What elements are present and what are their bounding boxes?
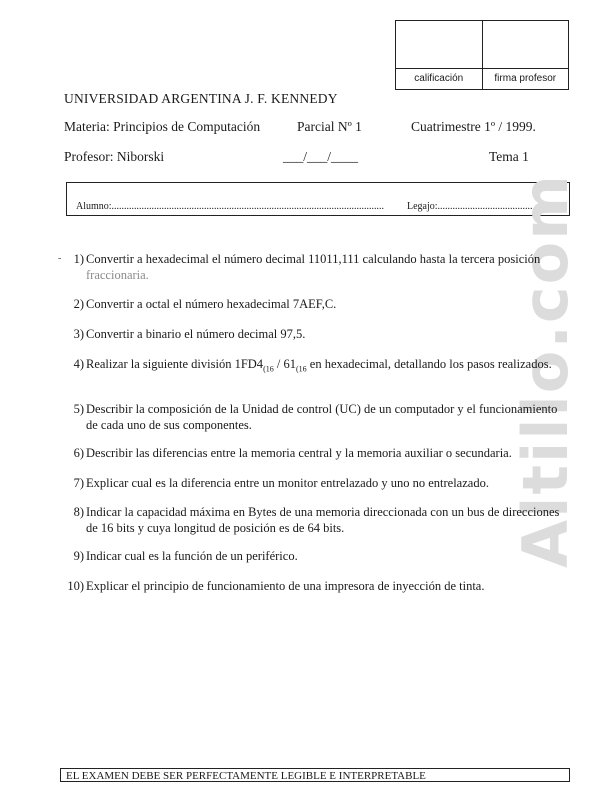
question-7 — [64, 475, 564, 491]
exam-number: Parcial Nº 1 — [297, 119, 362, 134]
question-10 — [64, 578, 564, 594]
signature-caption: firma profesor — [483, 68, 569, 89]
grade-caption: calificación — [396, 68, 482, 89]
question-text-faded: fraccionaria. — [86, 268, 149, 282]
question-text-b: / 61 — [273, 357, 296, 371]
question-3 — [64, 326, 564, 342]
question-text: Explicar cual es la diferencia entre un monitor entrelazado y uno no entrelazado. — [86, 476, 489, 490]
question-number: 6) — [73, 446, 84, 460]
question-number: 9) — [73, 549, 84, 563]
question-text — [86, 251, 564, 283]
question-text: Explicar el principio de funcionamiento de una impresora de inyección de tinta. — [86, 579, 485, 593]
university-name: UNIVERSIDAD ARGENTINA J. F. KENNEDY — [64, 91, 338, 106]
student-box — [66, 182, 570, 216]
question-text: Indicar la capacidad máxima en Bytes de una memoria direccionada con un bus de direcciones de 16 bits y cuya longitud de posición es de 64 bits. — [86, 505, 560, 535]
question-5 — [64, 401, 564, 433]
date-field: ___/___/____ — [283, 149, 359, 164]
question-number: 4) — [73, 357, 84, 371]
question-text: Describir las diferencias entre la memoria central y la memoria auxiliar o secundaria. — [86, 446, 512, 460]
signature-cell — [482, 21, 569, 89]
question-2 — [64, 296, 564, 312]
margin-mark: - — [58, 253, 62, 264]
question-number: 1) — [73, 252, 84, 266]
question-text: Indicar cual es la función de un periférico. — [86, 549, 298, 563]
question-number: 3) — [73, 327, 84, 341]
question-1 — [58, 251, 564, 283]
question-8 — [64, 504, 564, 536]
question-4 — [64, 356, 564, 378]
question-text: Convertir a binario el número decimal 97,5. — [86, 327, 306, 341]
student-name-field: Alumno:............................................................................................................. — [76, 201, 385, 212]
question-number: 5) — [73, 402, 84, 416]
question-number: 7) — [73, 476, 84, 490]
question-text — [86, 356, 564, 378]
question-9 — [64, 548, 564, 564]
grade-cell — [396, 21, 482, 89]
question-text: Describir la composición de la Unidad de control (UC) de un computador y el funcionamiento de cada uno de sus componentes. — [86, 402, 558, 432]
base-subscript: (16 — [295, 364, 307, 374]
question-text-main: Convertir a hexadecimal el número decimal 11011,111 calculando hasta la tercera posición — [86, 252, 541, 266]
subject-line: Materia: Principios de Computación — [64, 119, 261, 134]
professor-line: Profesor: Niborski — [64, 149, 165, 164]
term-line: Cuatrimestre 1º / 1999. — [411, 119, 536, 134]
base-subscript: (16 — [263, 364, 274, 374]
question-number: 10) — [67, 579, 84, 593]
question-6 — [64, 445, 564, 461]
grade-box — [395, 20, 569, 90]
footer-notice: EL EXAMEN DEBE SER PERFECTAMENTE LEGIBLE E INTERPRETABLE — [60, 768, 570, 782]
question-number: 2) — [73, 297, 84, 311]
topic-line: Tema 1 — [489, 149, 529, 164]
question-number: 8) — [73, 505, 84, 519]
question-text: Convertir a octal el número hexadecimal 7AEF,C. — [86, 297, 337, 311]
watermark-text: Altillo.com — [508, 172, 582, 568]
question-text-c: en hexadecimal, detallando los pasos realizados. — [306, 357, 552, 371]
student-id-field: Legajo:........................................ — [407, 201, 538, 212]
question-text-a: Realizar la siguiente división 1FD4 — [86, 357, 264, 371]
